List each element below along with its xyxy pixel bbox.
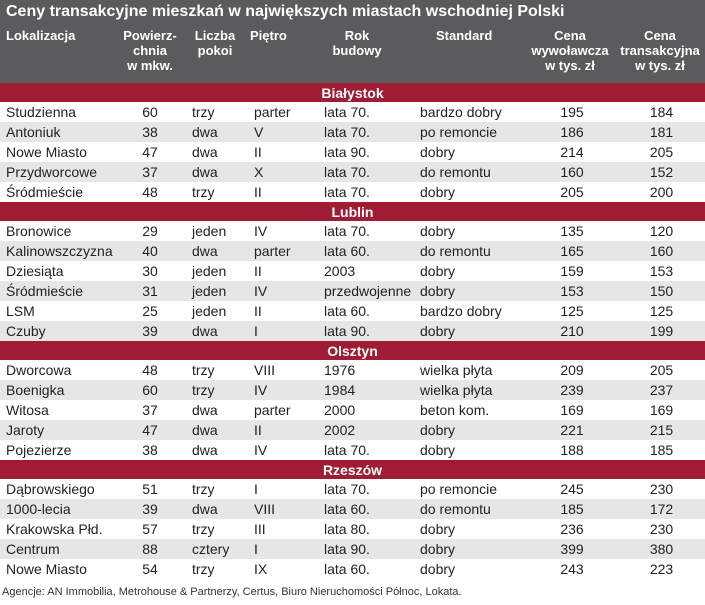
table-cell: II bbox=[248, 142, 318, 162]
table-cell: jeden bbox=[186, 221, 248, 241]
table-cell: dwa bbox=[186, 400, 248, 420]
table-cell: II bbox=[248, 420, 318, 440]
column-header-asking-price: Cena wywoławcza w tys. zł bbox=[531, 28, 609, 73]
column-header-standard: Standard bbox=[436, 28, 493, 43]
table-cell: II bbox=[248, 301, 318, 321]
table-cell: do remontu bbox=[414, 162, 526, 182]
table-cell: 185 bbox=[526, 499, 618, 519]
table-cell: trzy bbox=[186, 519, 248, 539]
city-band bbox=[0, 202, 705, 221]
table-cell: Dworcowa bbox=[0, 360, 114, 380]
table-cell: trzy bbox=[186, 479, 248, 499]
column-header-year: Rok budowy bbox=[332, 28, 382, 58]
table-cell: I bbox=[248, 539, 318, 559]
table-cell: 205 bbox=[618, 142, 705, 162]
table-cell: 153 bbox=[526, 281, 618, 301]
table-cell: 2000 bbox=[318, 400, 414, 420]
table-cell: parter bbox=[248, 241, 318, 261]
table-cell: lata 70. bbox=[318, 162, 414, 182]
table-row bbox=[0, 499, 705, 519]
table-cell: 237 bbox=[618, 380, 705, 400]
table-cell: lata 60. bbox=[318, 499, 414, 519]
table-row bbox=[0, 519, 705, 539]
table-cell: 60 bbox=[114, 380, 186, 400]
table-cell: X bbox=[248, 162, 318, 182]
table-cell: 48 bbox=[114, 360, 186, 380]
table-cell: Pojezierze bbox=[0, 440, 114, 460]
table-cell: jeden bbox=[186, 261, 248, 281]
column-header-transaction-price: Cena transakcyjna w tys. zł bbox=[620, 28, 700, 73]
table-cell: trzy bbox=[186, 102, 248, 122]
table-row bbox=[0, 479, 705, 499]
table-cell: 40 bbox=[114, 241, 186, 261]
table-row bbox=[0, 162, 705, 182]
table-row bbox=[0, 301, 705, 321]
table-cell: 1984 bbox=[318, 380, 414, 400]
table-cell: po remoncie bbox=[414, 122, 526, 142]
table-cell: 223 bbox=[618, 559, 705, 579]
table-cell: lata 70. bbox=[318, 182, 414, 202]
table-cell: dobry bbox=[414, 539, 526, 559]
table-cell: parter bbox=[248, 400, 318, 420]
table-cell: dobry bbox=[414, 440, 526, 460]
table-cell: dwa bbox=[186, 321, 248, 341]
table-row bbox=[0, 241, 705, 261]
table-cell: 135 bbox=[526, 221, 618, 241]
table-cell: parter bbox=[248, 102, 318, 122]
table-cell: 172 bbox=[618, 499, 705, 519]
table-cell: 1976 bbox=[318, 360, 414, 380]
table-cell: dobry bbox=[414, 321, 526, 341]
table-cell: po remoncie bbox=[414, 479, 526, 499]
table-cell: lata 60. bbox=[318, 301, 414, 321]
source-note: Agencje: AN Immobilia, Metrohouse & Partnerzy, Certus, Biuro Nieruchomości Północ, Lokata. bbox=[2, 586, 462, 598]
city-name: Olsztyn bbox=[0, 341, 705, 360]
city-band bbox=[0, 460, 705, 479]
table-cell: do remontu bbox=[414, 241, 526, 261]
table-cell: 2002 bbox=[318, 420, 414, 440]
table-cell: 210 bbox=[526, 321, 618, 341]
city-band bbox=[0, 341, 705, 360]
table-cell: Dąbrowskiego bbox=[0, 479, 114, 499]
table-cell: jeden bbox=[186, 301, 248, 321]
table-cell: 243 bbox=[526, 559, 618, 579]
table-cell: Antoniuk bbox=[0, 122, 114, 142]
table-cell: I bbox=[248, 321, 318, 341]
table-cell: 380 bbox=[618, 539, 705, 559]
table-cell: dobry bbox=[414, 281, 526, 301]
table-cell: Krakowska Płd. bbox=[0, 519, 114, 539]
table-cell: wielka płyta bbox=[414, 360, 526, 380]
table-cell: 186 bbox=[526, 122, 618, 142]
table-cell: dobry bbox=[414, 182, 526, 202]
table-cell: Śródmieście bbox=[0, 281, 114, 301]
table-cell: Przydworcowe bbox=[0, 162, 114, 182]
table-cell: lata 80. bbox=[318, 519, 414, 539]
table-cell: 215 bbox=[618, 420, 705, 440]
table-cell: VIII bbox=[248, 499, 318, 519]
city-name: Rzeszów bbox=[0, 460, 705, 479]
table-cell: Dziesiąta bbox=[0, 261, 114, 281]
table-cell: dobry bbox=[414, 519, 526, 539]
table-cell: III bbox=[248, 519, 318, 539]
table-row bbox=[0, 102, 705, 122]
table-cell: 239 bbox=[526, 380, 618, 400]
table-cell: Nowe Miasto bbox=[0, 142, 114, 162]
table-cell: lata 70. bbox=[318, 102, 414, 122]
table-cell: Witosa bbox=[0, 400, 114, 420]
table-cell: 169 bbox=[618, 400, 705, 420]
table-cell: dobry bbox=[414, 261, 526, 281]
table-cell: 169 bbox=[526, 400, 618, 420]
table-cell: dwa bbox=[186, 420, 248, 440]
table-cell: cztery bbox=[186, 539, 248, 559]
table-cell: 230 bbox=[618, 479, 705, 499]
table-cell: 199 bbox=[618, 321, 705, 341]
table-cell: dwa bbox=[186, 440, 248, 460]
table-cell: 47 bbox=[114, 142, 186, 162]
table-cell: 54 bbox=[114, 559, 186, 579]
table-cell: dwa bbox=[186, 122, 248, 142]
table-cell: 88 bbox=[114, 539, 186, 559]
table-cell: 181 bbox=[618, 122, 705, 142]
table-cell: trzy bbox=[186, 182, 248, 202]
table-cell: trzy bbox=[186, 380, 248, 400]
table-cell: 120 bbox=[618, 221, 705, 241]
table-cell: 39 bbox=[114, 499, 186, 519]
table-row bbox=[0, 539, 705, 559]
table-cell: dobry bbox=[414, 559, 526, 579]
table-row bbox=[0, 142, 705, 162]
table-cell: 165 bbox=[526, 241, 618, 261]
table-cell: dobry bbox=[414, 142, 526, 162]
table-cell: 153 bbox=[618, 261, 705, 281]
table-cell: lata 90. bbox=[318, 539, 414, 559]
table-cell: Bronowice bbox=[0, 221, 114, 241]
table-header bbox=[0, 0, 705, 83]
table-cell: 2003 bbox=[318, 261, 414, 281]
table-row bbox=[0, 321, 705, 341]
table-cell: bardzo dobry bbox=[414, 301, 526, 321]
table-cell: 47 bbox=[114, 420, 186, 440]
table-cell: Nowe Miasto bbox=[0, 559, 114, 579]
table-row bbox=[0, 559, 705, 579]
table-cell: dwa bbox=[186, 499, 248, 519]
table-cell: dobry bbox=[414, 420, 526, 440]
table-cell: 37 bbox=[114, 162, 186, 182]
table-cell: lata 90. bbox=[318, 321, 414, 341]
table-cell: 214 bbox=[526, 142, 618, 162]
table-cell: 230 bbox=[618, 519, 705, 539]
table-cell: 160 bbox=[618, 241, 705, 261]
city-name: Lublin bbox=[0, 202, 705, 221]
table-cell: lata 60. bbox=[318, 559, 414, 579]
table-cell: 160 bbox=[526, 162, 618, 182]
table-cell: 209 bbox=[526, 360, 618, 380]
table-cell: jeden bbox=[186, 281, 248, 301]
table-cell: IV bbox=[248, 440, 318, 460]
table-cell: IV bbox=[248, 380, 318, 400]
table-cell: 195 bbox=[526, 102, 618, 122]
table-cell: 39 bbox=[114, 321, 186, 341]
column-header-floor: Piętro bbox=[250, 28, 287, 43]
table-cell: trzy bbox=[186, 559, 248, 579]
table-cell: 245 bbox=[526, 479, 618, 499]
table-row bbox=[0, 380, 705, 400]
table-cell: 60 bbox=[114, 102, 186, 122]
table-cell: 31 bbox=[114, 281, 186, 301]
table-cell: 152 bbox=[618, 162, 705, 182]
table-cell: 30 bbox=[114, 261, 186, 281]
table-cell: 188 bbox=[526, 440, 618, 460]
table-cell: I bbox=[248, 479, 318, 499]
table-cell: 205 bbox=[526, 182, 618, 202]
table-cell: II bbox=[248, 182, 318, 202]
table-cell: 125 bbox=[618, 301, 705, 321]
page-title: Ceny transakcyjne mieszkań w największych miastach wschodniej Polski bbox=[6, 3, 565, 20]
table-cell: 200 bbox=[618, 182, 705, 202]
table-cell: 29 bbox=[114, 221, 186, 241]
table-cell: 184 bbox=[618, 102, 705, 122]
table-row bbox=[0, 400, 705, 420]
table-cell: 38 bbox=[114, 440, 186, 460]
table-cell: Boenigka bbox=[0, 380, 114, 400]
table-cell: IV bbox=[248, 281, 318, 301]
table-cell: dwa bbox=[186, 162, 248, 182]
table-cell: 150 bbox=[618, 281, 705, 301]
table-cell: przedwojenne bbox=[318, 281, 414, 301]
table-cell: trzy bbox=[186, 360, 248, 380]
table-cell: 236 bbox=[526, 519, 618, 539]
table-cell: 205 bbox=[618, 360, 705, 380]
table-cell: 185 bbox=[618, 440, 705, 460]
table-row bbox=[0, 122, 705, 142]
table-cell: Śródmieście bbox=[0, 182, 114, 202]
table-cell: 48 bbox=[114, 182, 186, 202]
table-row bbox=[0, 440, 705, 460]
table-cell: 38 bbox=[114, 122, 186, 142]
table-cell: lata 70. bbox=[318, 440, 414, 460]
table-cell: do remontu bbox=[414, 499, 526, 519]
table-cell: 25 bbox=[114, 301, 186, 321]
column-header-rooms: Liczba pokoi bbox=[194, 28, 236, 58]
table-cell: dwa bbox=[186, 142, 248, 162]
table-cell: 221 bbox=[526, 420, 618, 440]
table-row bbox=[0, 281, 705, 301]
table-cell: Centrum bbox=[0, 539, 114, 559]
table-cell: Studzienna bbox=[0, 102, 114, 122]
data-table bbox=[0, 83, 705, 579]
table-row bbox=[0, 182, 705, 202]
table-cell: Czuby bbox=[0, 321, 114, 341]
table-cell: LSM bbox=[0, 301, 114, 321]
city-band bbox=[0, 83, 705, 102]
table-cell: beton kom. bbox=[414, 400, 526, 420]
table-row bbox=[0, 261, 705, 281]
table-cell: lata 60. bbox=[318, 241, 414, 261]
city-name: Białystok bbox=[0, 83, 705, 102]
table-cell: lata 70. bbox=[318, 221, 414, 241]
table-row bbox=[0, 420, 705, 440]
table-cell: 57 bbox=[114, 519, 186, 539]
table-cell: Kalinowszczyzna bbox=[0, 241, 114, 261]
table-cell: bardzo dobry bbox=[414, 102, 526, 122]
table-cell: VIII bbox=[248, 360, 318, 380]
table-row bbox=[0, 360, 705, 380]
table-row bbox=[0, 221, 705, 241]
table-cell: 1000-lecia bbox=[0, 499, 114, 519]
table-cell: 159 bbox=[526, 261, 618, 281]
table-cell: 125 bbox=[526, 301, 618, 321]
table-cell: wielka płyta bbox=[414, 380, 526, 400]
table-cell: 51 bbox=[114, 479, 186, 499]
table-cell: lata 70. bbox=[318, 479, 414, 499]
table-cell: dobry bbox=[414, 221, 526, 241]
table-cell: IX bbox=[248, 559, 318, 579]
table-cell: Jaroty bbox=[0, 420, 114, 440]
column-header-location: Lokalizacja bbox=[6, 28, 76, 43]
table-cell: II bbox=[248, 261, 318, 281]
table-cell: 37 bbox=[114, 400, 186, 420]
table-cell: dwa bbox=[186, 241, 248, 261]
column-header-area: Powierz- chnia w mkw. bbox=[123, 28, 177, 73]
table-cell: lata 90. bbox=[318, 142, 414, 162]
table-cell: IV bbox=[248, 221, 318, 241]
table-cell: 399 bbox=[526, 539, 618, 559]
table-cell: lata 70. bbox=[318, 122, 414, 142]
table-cell: V bbox=[248, 122, 318, 142]
